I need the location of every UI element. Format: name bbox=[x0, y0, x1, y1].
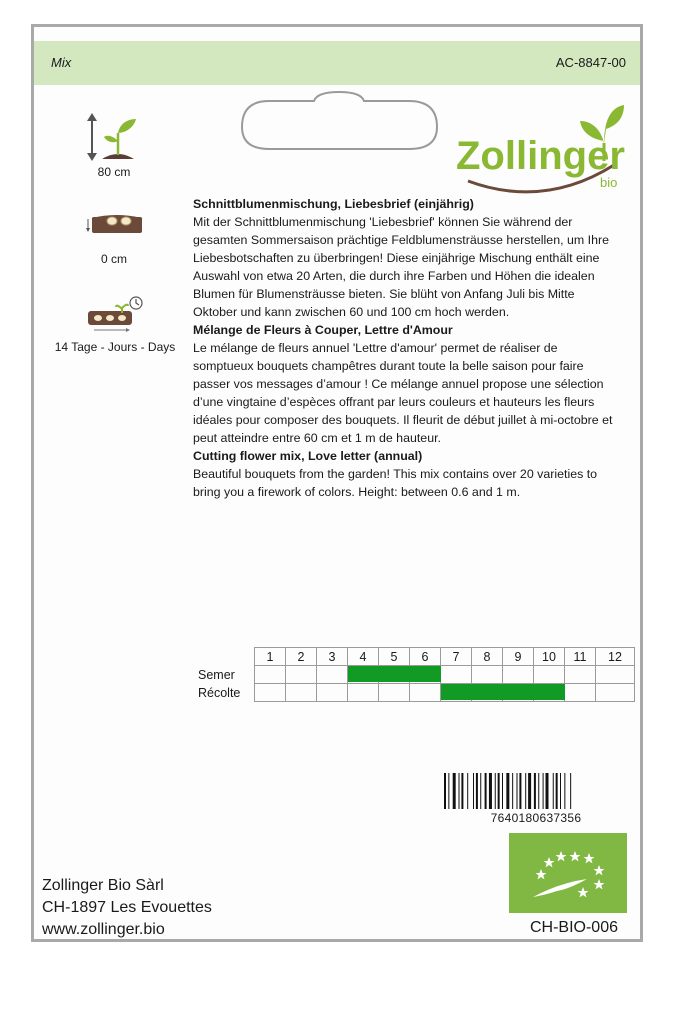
month-cell: 8 bbox=[472, 648, 503, 666]
hanger-hole-icon bbox=[239, 91, 439, 153]
header-band bbox=[34, 41, 640, 85]
plant-height-label: 80 cm bbox=[97, 165, 131, 179]
row-label-harvest: Récolte bbox=[198, 685, 241, 700]
month-cell: 5 bbox=[379, 648, 410, 666]
company-city: CH-1897 Les Evouettes bbox=[42, 899, 212, 916]
month-cell: 10 bbox=[534, 648, 565, 666]
month-cell: 7 bbox=[441, 648, 472, 666]
month-cell: 3 bbox=[317, 648, 348, 666]
month-cell: 11 bbox=[565, 648, 596, 666]
month-cell: 6 bbox=[410, 648, 441, 666]
month-cell: 12 bbox=[596, 648, 635, 666]
row-label-sow: Semer bbox=[198, 667, 235, 682]
description-text-fr: Le mélange de fleurs annuel 'Lettre d'amour' permet de réaliser de somptueux bouquets champêtres durant toute la belle saison pour faire passer vos messages d’amour ! Ce mélange annuel propose une sélection d’une vingtaine d’espèces offrant par leurs couleurs et hauteurs les fleurs idéales pour composer des bouquets. Il fleurit de début juillet à mi-octobre et peut atteindre entre 60 cm et 1 m de hauteur. bbox=[193, 341, 613, 445]
organic-cert-code: CH-BIO-006 bbox=[529, 919, 618, 936]
company-website[interactable]: www.zollinger.bio bbox=[42, 921, 165, 938]
eu-organic-logo bbox=[509, 833, 627, 913]
variety-label: Mix bbox=[51, 55, 72, 70]
description-title-fr: Mélange de Fleurs à Couper, Lettre d'Amour bbox=[193, 323, 453, 337]
calendar-bar-harvest bbox=[441, 684, 565, 700]
article-code: AC-8847-00 bbox=[555, 55, 626, 70]
germination-time-icon bbox=[86, 295, 144, 333]
description-title-de: Schnittblumenmischung, Liebesbrief (einjährig) bbox=[193, 197, 474, 211]
plant-height-icon bbox=[84, 111, 146, 163]
germination-time-label: 14 Tage - Jours - Days bbox=[54, 340, 176, 354]
description-block bbox=[193, 195, 613, 501]
description-text-en: Beautiful bouquets from the garden! This mix contains over 20 varieties to bring you a firework of colors. Height: between 0.6 and 1 m. bbox=[193, 467, 598, 499]
month-cell: 1 bbox=[255, 648, 286, 666]
calendar-month-row bbox=[196, 648, 635, 666]
sowing-depth-icon bbox=[86, 211, 144, 237]
calendar-row-harvest bbox=[196, 684, 635, 702]
sowing-calendar bbox=[196, 647, 635, 702]
logo-sub: bio bbox=[600, 175, 618, 190]
month-cell: 2 bbox=[286, 648, 317, 666]
seed-packet-back bbox=[31, 24, 643, 942]
month-cell: 9 bbox=[503, 648, 534, 666]
company-address bbox=[42, 875, 212, 941]
description-title-en: Cutting flower mix, Love letter (annual) bbox=[193, 449, 423, 463]
description-text-de: Mit der Schnittblumenmischung 'Liebesbrief' können Sie während der gesamten Sommersaison prächtige Feldblumensträusse herstellen, um Ihre Liebesbotschaften zu überbringen! Diese einjährige Mischung enthält eine Auswahl von etwa 20 Arten, die durch ihre Farben und Höhen die idealen Blumen für Blumensträusse bieten. Sie blüht von Anfang Juli bis Mitte Oktober und kann zwischen 60 und 100 cm hoch werden. bbox=[193, 215, 609, 319]
month-cell: 4 bbox=[348, 648, 379, 666]
barcode-number: 7640180637356 bbox=[490, 811, 582, 825]
zollinger-logo bbox=[454, 99, 634, 199]
calendar-bar-sow bbox=[348, 666, 441, 682]
company-name: Zollinger Bio Sàrl bbox=[42, 877, 164, 894]
logo-wordmark: Zollinger bbox=[456, 134, 625, 178]
sowing-depth-label: 0 cm bbox=[100, 252, 127, 266]
